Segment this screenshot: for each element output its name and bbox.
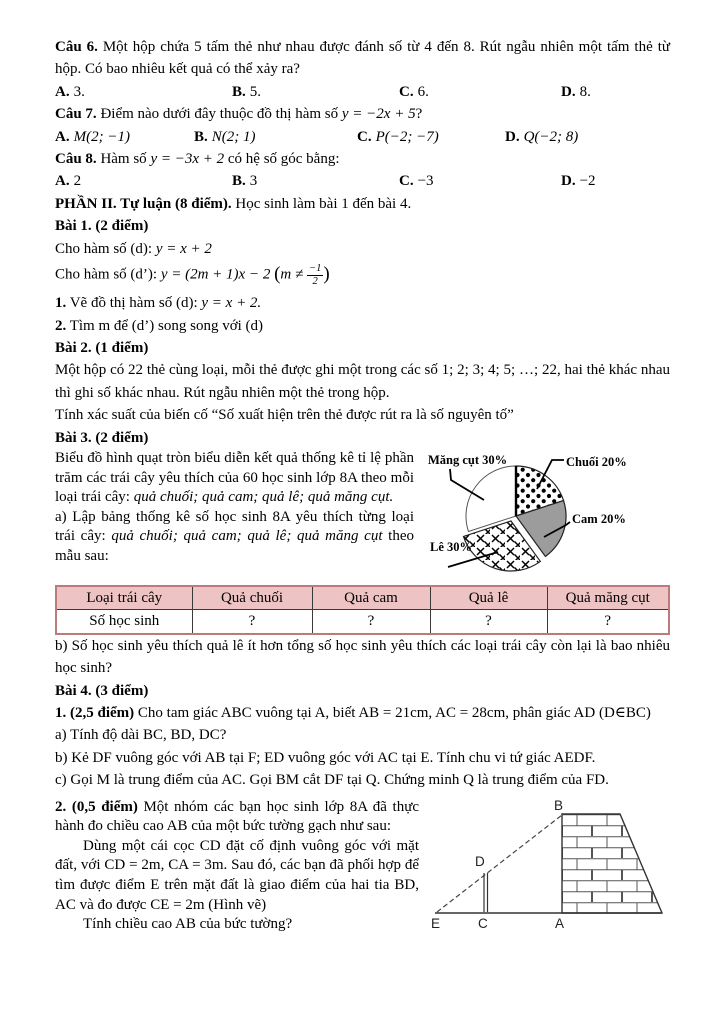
option-8d-letter: D.	[561, 173, 576, 190]
bai1-given1-math: y = x + 2	[155, 240, 212, 257]
bai3-task-a-post: theo mẫu sau:	[55, 528, 414, 564]
bai1-task2	[55, 315, 670, 337]
question-8-number: Câu 8.	[55, 151, 97, 168]
figure-point-E: E	[431, 915, 441, 931]
bai1-cond-open: (	[274, 263, 281, 285]
sight-line-EB	[437, 815, 562, 912]
pie-label-chuoi: Chuối 20%	[566, 455, 627, 469]
question-6-number: Câu 6.	[55, 39, 98, 55]
option-6c-value: 6.	[417, 83, 429, 100]
bai1-task1-text: Vẽ đồ thị hàm số (d):	[66, 295, 202, 312]
figure-point-D: D	[475, 853, 485, 869]
figure-point-A: A	[555, 915, 565, 931]
option-8c-letter: C.	[399, 173, 414, 190]
bai3-title: Bài 3. (2 điểm)	[55, 429, 149, 446]
question-8-text-pre: Hàm số	[96, 151, 151, 168]
bai1-task1-number: 1.	[55, 295, 67, 312]
option-7c-letter: C.	[357, 128, 372, 145]
bai1-fraction	[307, 263, 323, 287]
option-8d-value: −2	[579, 173, 596, 190]
wall-figure	[425, 798, 670, 938]
question-7-math: y = −2x + 5	[341, 106, 416, 123]
option-7a	[55, 126, 194, 148]
part2-heading-bold: PHẦN II. Tự luận (8 điểm).	[55, 195, 232, 212]
question-7-options	[55, 126, 670, 148]
bai2-paragraph: Một hộp có 22 thẻ cùng loại, mỗi thẻ được ghi một trong các số 1; 2; 3; 4; 5; …; 22, hai thẻ khác nhau thì ghi số khác nhau. Rút ngẫu nhiên một thẻ trong hộp.	[55, 362, 670, 401]
cell-chuoi-count: ?	[192, 610, 312, 634]
bai2-title: Bài 2. (1 điểm)	[55, 339, 149, 356]
option-8c-value: −3	[417, 173, 434, 190]
bai1-task1	[55, 292, 670, 314]
option-7c	[357, 126, 505, 148]
option-8b-value: 3	[249, 173, 258, 190]
bai4-task1c: c) Gọi M là trung điểm của AC. Gọi BM cắt DF tại Q. Chứng minh Q là trung điểm của FD.	[55, 772, 609, 789]
bai1-task2-number: 2.	[55, 317, 67, 334]
bai4-task1a: a) Tính độ dài BC, BD, DC?	[55, 727, 227, 744]
bai4-task2-method: Dùng một cái cọc CD đặt cố định vuông góc với mặt đất, với CD = 2m, CA = 3m. Sau đó, các bạn đã phối hợp để tìm được điểm E trên mặt đất là giao điểm của hai tia BD, AC và đo được CE = 2m (Hình vẽ)	[55, 837, 419, 913]
option-8d	[561, 170, 670, 192]
option-6a-letter: A.	[55, 83, 70, 100]
option-8b	[232, 170, 399, 192]
pie-label-cam: Cam 20%	[572, 512, 626, 526]
cell-mang-cut-count: ?	[547, 610, 669, 634]
question-6-text: Một hộp chứa 5 tấm thẻ như nhau được đánh số từ 4 đến 8. Rút ngẫu nhiên một tấm thẻ từ hộp. Có bao nhiêu kết quả có thể xảy ra?	[55, 39, 670, 78]
pie-chart-svg	[420, 451, 670, 583]
bai1-cond-body: m ≠	[280, 266, 307, 283]
cell-le-count: ?	[430, 610, 547, 634]
question-7	[55, 103, 670, 125]
wall-figure-svg	[425, 798, 670, 938]
question-8-options	[55, 170, 670, 192]
bai4-task1-text: Cho tam giác ABC vuông tại A, biết AB = 21cm, AC = 28cm, phân giác AD (D∈BC)	[134, 705, 651, 722]
option-7a-value: M(2; −1)	[73, 128, 130, 145]
option-6d-letter: D.	[561, 83, 576, 100]
question-6	[55, 36, 670, 81]
option-8c	[399, 170, 561, 192]
part2-heading	[55, 193, 670, 215]
bai1-task1-math: y = x + 2.	[201, 295, 262, 312]
bai4-task1b: b) Kẻ DF vuông góc với AB tại F; ED vuông góc với AC tại E. Tính chu vi tứ giác AEDF.	[55, 749, 596, 766]
option-7b-value: N(2; 1)	[211, 128, 256, 145]
question-6-options	[55, 81, 670, 103]
bai4-task2-number: 2. (0,5 điểm)	[55, 798, 138, 815]
cell-so-hoc-sinh: Số học sinh	[56, 610, 192, 634]
option-8a-letter: A.	[55, 173, 70, 190]
pie-label-le: Lê 30%	[430, 540, 473, 554]
bai4-task1-number: 1. (2,5 điểm)	[55, 705, 135, 722]
option-6d	[561, 81, 670, 103]
bai1-cond-close: )	[323, 263, 330, 285]
header-qua-mang-cut: Quả măng cụt	[547, 586, 669, 610]
part2-heading-rest: Học sinh làm bài 1 đến bài 4.	[231, 195, 412, 212]
bai3-task-a-fruits: quả chuối; quả cam; quả lê; quả măng cụt	[111, 528, 383, 545]
option-7c-value: P(−2; −7)	[375, 128, 439, 145]
bai1-given1-text: Cho hàm số (d):	[55, 240, 156, 257]
option-8a	[55, 170, 232, 192]
brick-wall	[562, 814, 662, 913]
fruit-table-data-row	[56, 610, 669, 634]
option-6a	[55, 81, 232, 103]
option-7d-value: Q(−2; 8)	[523, 128, 579, 145]
bai1-given2	[55, 260, 670, 292]
fruit-table	[55, 585, 670, 635]
option-6d-value: 8.	[579, 83, 591, 100]
bai3-task-a-text: a) Lập bảng thống kê số học sinh 8A yêu thích từng loại trái cây:	[55, 508, 414, 545]
bai4-task2-question: Tính chiều cao AB của bức tường?	[83, 916, 293, 933]
option-6c-letter: C.	[399, 83, 414, 100]
option-7d	[505, 126, 670, 148]
bai3-intro-text: Biểu đồ hình quạt tròn biểu diễn kết quả thống kê tỉ lệ phần trăm các trái cây yêu thích của 60 học sinh lớp 8A theo mỗi loại trái cây:	[55, 450, 414, 506]
question-7-number: Câu 7.	[55, 106, 97, 123]
pie-label-mangcut: Măng cụt 30%	[428, 453, 508, 467]
option-6a-value: 3.	[73, 83, 85, 100]
bai2-event: Tính xác suất của biến cố “Số xuất hiện trên thẻ được rút ra là số nguyên tố”	[55, 407, 514, 424]
bai3-body	[55, 449, 670, 567]
bai3-task-b: b) Số học sinh yêu thích quả lê ít hơn tổng số học sinh yêu thích các loại trái cây còn lại là bao nhiêu học sinh?	[55, 637, 670, 677]
option-6b	[232, 81, 399, 103]
figure-point-B: B	[554, 797, 564, 813]
question-8-math: y = −3x + 2	[150, 151, 225, 168]
bai4-task2-text: Một nhóm các bạn học sinh lớp 8A đã thực hành đo chiều cao AB của một bức tường gạch như sau:	[55, 798, 420, 835]
bai1-title: Bài 1. (2 điểm)	[55, 218, 149, 235]
option-8a-value: 2	[73, 173, 82, 190]
option-7a-letter: A.	[55, 128, 70, 145]
fruit-table-header-row	[56, 586, 669, 610]
bai4-task2-body	[55, 798, 670, 935]
option-6c	[399, 81, 561, 103]
bai4-title: Bài 4. (3 điểm)	[55, 682, 149, 699]
question-7-tail: ?	[415, 106, 423, 123]
question-8-text-post: có hệ số góc bằng:	[224, 151, 340, 168]
bai1-given1	[55, 238, 670, 260]
question-7-text: Điểm nào dưới đây thuộc đồ thị hàm số	[96, 106, 342, 123]
fraction-numerator: −1	[309, 263, 322, 275]
bai1-given2-text: Cho hàm số (d’):	[55, 266, 161, 283]
option-7d-letter: D.	[505, 128, 520, 145]
bai1-given2-math: y = (2m + 1)x − 2	[160, 266, 275, 283]
header-loai-trai-cay: Loại trái cây	[56, 586, 192, 610]
bai4-task1	[55, 702, 670, 724]
header-qua-cam: Quả cam	[312, 586, 430, 610]
pie-chart-figure	[420, 451, 670, 583]
fraction-denominator: 2	[312, 275, 318, 287]
option-7b-letter: B.	[194, 128, 208, 145]
bai3-intro-fruits: quả chuối; quả cam; quả lê; quả măng cụt.	[133, 489, 394, 506]
question-8	[55, 148, 670, 170]
cell-cam-count: ?	[312, 610, 430, 634]
option-7b	[194, 126, 357, 148]
bai1-task2-text: Tìm m để (d’) song song với (d)	[66, 317, 264, 334]
header-qua-chuoi: Quả chuối	[192, 586, 312, 610]
option-6b-letter: B.	[232, 83, 246, 100]
option-6b-value: 5.	[249, 83, 262, 100]
figure-point-C: C	[478, 915, 488, 931]
option-8b-letter: B.	[232, 173, 246, 190]
header-qua-le: Quả lê	[430, 586, 547, 610]
